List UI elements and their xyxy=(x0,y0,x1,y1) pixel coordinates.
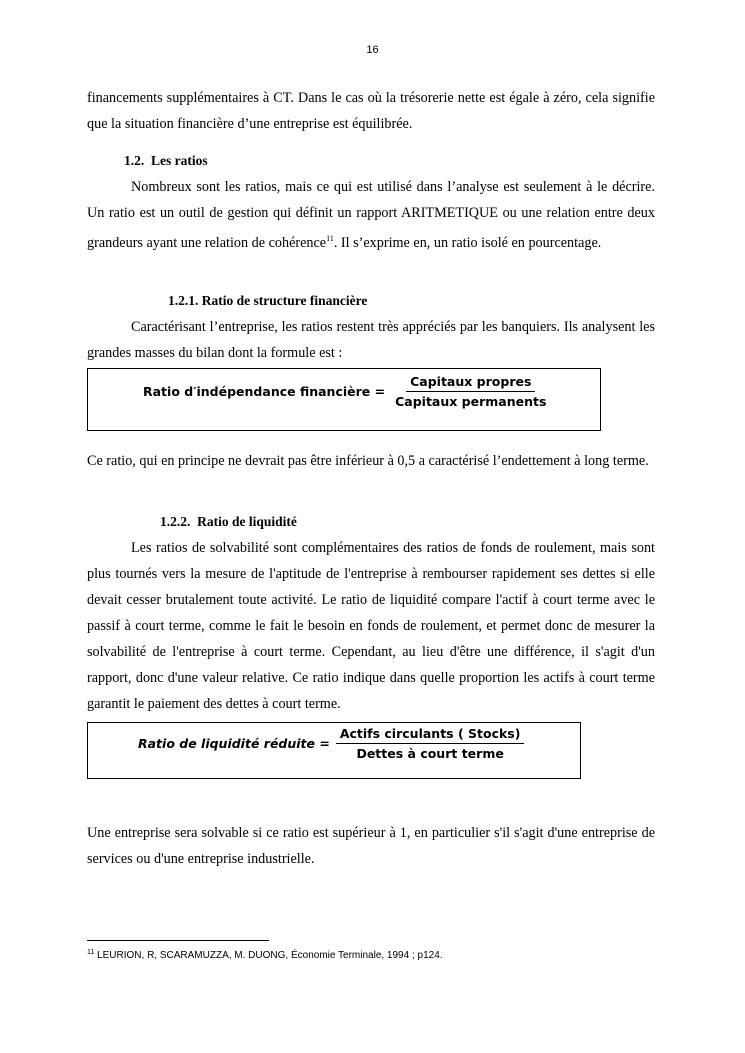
paragraph-ratios xyxy=(87,174,655,256)
page-number: 16 xyxy=(366,44,379,56)
section-heading-1-2-2 xyxy=(160,514,297,530)
footnote-divider xyxy=(87,940,269,941)
section-heading-1-2-1 xyxy=(168,293,367,309)
paragraph-final: Une entreprise sera solvable si ce ratio est supérieur à 1, en particulier s'il s'agit d'une entreprise de services ou d'une entreprise industrielle. xyxy=(87,825,655,867)
footnote xyxy=(87,949,443,961)
formula-denominator: Capitaux permanents xyxy=(395,394,547,409)
formula-fraction xyxy=(391,374,550,409)
footnote-reference: 11 xyxy=(326,234,334,243)
section-number: 1.2. xyxy=(124,153,145,168)
formula-fraction xyxy=(336,726,525,761)
section-title: Ratio de liquidité xyxy=(197,514,297,529)
section-heading-1-2 xyxy=(124,153,208,169)
formula-liquidite xyxy=(138,726,524,761)
footnote-text: LEURION, R, SCARAMUZZA, M. DUONG, Économie Terminale, 1994 ; p124. xyxy=(94,950,443,961)
formula-lhs: Ratio de liquidité réduite = xyxy=(138,736,330,751)
paragraph-structure: Caractérisant l’entreprise, les ratios restent très appréciés par les banquiers. Ils analysent les grandes masses du bilan dont la formule est : xyxy=(87,319,655,361)
paragraph-text: Nombreux sont les ratios, mais ce qui est utilisé dans l’analyse est seulement à le décrire. Un ratio est un outil de gestion qui définit un rapport ARITMETIQUE ou une relation entre deux grandeurs ayant une relation de cohérence xyxy=(87,179,655,251)
formula-numerator: Actifs circulants ( Stocks) xyxy=(336,726,525,744)
paragraph-liquidite: Les ratios de solvabilité sont complémentaires des ratios de fonds de roulement, mais sont plus tournés vers la mesure de l'aptitude de l'entreprise à rembourser rapidement ses dettes si elle devait cesser brutalement toute activité. Le ratio de liquidité compare l'actif à court terme avec le passif à court terme, comme le fait le besoin en fonds de roulement, et permet donc de mesurer la solvabilité de l'entreprise à court terme. Cependant, au lieu d'être une différence, il s'agit d'un rapport, donc d'une valeur relative. Ce ratio indique dans quelle proportion les actifs à court terme garantit le paiement des dettes à court terme. xyxy=(87,540,655,712)
paragraph-text: . Il s’exprime en, un ratio isolé en pourcentage. xyxy=(333,235,602,251)
formula-numerator: Capitaux propres xyxy=(406,374,535,392)
paragraph-intro: financements supplémentaires à CT. Dans le cas où la trésorerie nette est égale à zéro, cela signifie que la situation financière d’une entreprise est équilibrée. xyxy=(87,90,655,132)
section-title: Les ratios xyxy=(151,153,208,168)
formula-denominator: Dettes à court terme xyxy=(356,746,504,761)
paragraph-after-formula: Ce ratio, qui en principe ne devrait pas être inférieur à 0,5 a caractérisé l’endettement à long terme. xyxy=(87,453,649,469)
formula-independance xyxy=(143,374,550,409)
section-number: 1.2.2. xyxy=(160,514,191,529)
section-number: 1.2.1. xyxy=(168,293,199,308)
footnote-number: 11 xyxy=(87,949,95,956)
section-title: Ratio de structure financière xyxy=(201,293,368,308)
formula-lhs: Ratio d′indépendance financière = xyxy=(143,384,386,399)
